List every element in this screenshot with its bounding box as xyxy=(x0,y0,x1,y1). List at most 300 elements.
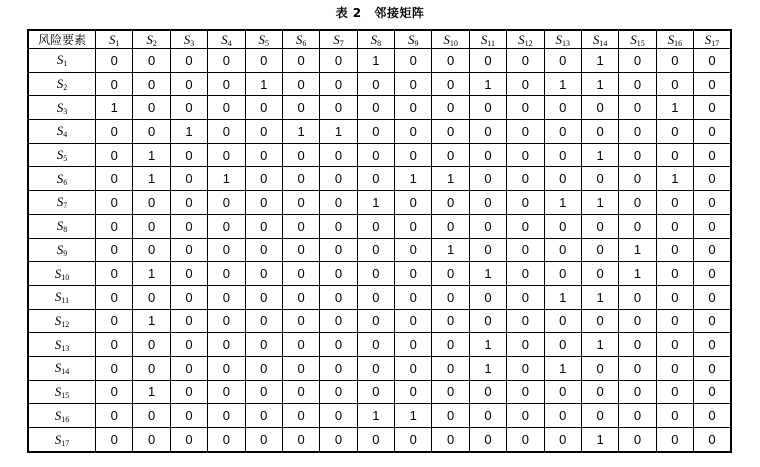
matrix-cell: 0 xyxy=(245,214,282,238)
matrix-cell: 0 xyxy=(581,167,618,191)
matrix-cell: 0 xyxy=(581,120,618,144)
table-row xyxy=(28,428,731,453)
matrix-cell: 0 xyxy=(469,404,506,428)
matrix-cell: 1 xyxy=(357,191,394,215)
matrix-cell: 0 xyxy=(432,380,469,404)
matrix-cell: 0 xyxy=(395,238,432,262)
matrix-cell: 1 xyxy=(170,120,207,144)
column-header-subscript: 17 xyxy=(711,38,720,48)
adjacency-matrix-table xyxy=(27,29,732,453)
matrix-cell: 0 xyxy=(320,262,357,286)
matrix-cell: 1 xyxy=(395,167,432,191)
matrix-cell: 0 xyxy=(245,428,282,453)
matrix-cell: 0 xyxy=(694,262,732,286)
table-row xyxy=(28,404,731,428)
matrix-cell: 0 xyxy=(245,49,282,73)
matrix-cell: 1 xyxy=(581,428,618,453)
matrix-cell: 0 xyxy=(619,72,656,96)
matrix-cell: 0 xyxy=(96,380,133,404)
matrix-cell: 0 xyxy=(507,238,544,262)
row-header-s11 xyxy=(28,285,96,309)
matrix-cell: 0 xyxy=(656,191,693,215)
matrix-cell: 0 xyxy=(208,428,245,453)
column-header-base: S xyxy=(407,31,415,47)
matrix-cell: 1 xyxy=(245,72,282,96)
row-header-base: S xyxy=(54,312,62,328)
matrix-cell: 0 xyxy=(694,404,732,428)
matrix-cell: 0 xyxy=(133,238,170,262)
matrix-cell: 0 xyxy=(619,309,656,333)
matrix-cell: 0 xyxy=(581,214,618,238)
matrix-cell: 0 xyxy=(96,191,133,215)
matrix-cell: 0 xyxy=(208,120,245,144)
matrix-cell: 0 xyxy=(507,333,544,357)
matrix-cell: 0 xyxy=(395,72,432,96)
matrix-cell: 0 xyxy=(432,356,469,380)
matrix-body xyxy=(28,49,731,453)
column-header-subscript: 15 xyxy=(636,38,645,48)
row-header-base: S xyxy=(54,383,62,399)
matrix-cell: 0 xyxy=(581,309,618,333)
row-header-subscript: 2 xyxy=(63,83,68,93)
matrix-cell: 0 xyxy=(432,96,469,120)
matrix-cell: 0 xyxy=(320,191,357,215)
column-header-s7 xyxy=(320,30,357,49)
matrix-cell: 0 xyxy=(507,120,544,144)
column-header-subscript: 9 xyxy=(414,38,419,48)
matrix-cell: 0 xyxy=(694,238,732,262)
table-row xyxy=(28,333,731,357)
matrix-cell: 1 xyxy=(133,309,170,333)
matrix-cell: 0 xyxy=(96,356,133,380)
matrix-cell: 1 xyxy=(581,143,618,167)
matrix-cell: 0 xyxy=(208,49,245,73)
row-header-base: S xyxy=(54,289,62,305)
matrix-cell: 0 xyxy=(245,143,282,167)
matrix-cell: 1 xyxy=(581,191,618,215)
matrix-cell: 0 xyxy=(357,380,394,404)
table-row xyxy=(28,214,731,238)
matrix-cell: 0 xyxy=(245,96,282,120)
matrix-cell: 1 xyxy=(581,333,618,357)
column-header-subscript: 6 xyxy=(302,38,307,48)
matrix-cell: 0 xyxy=(432,120,469,144)
row-header-s4 xyxy=(28,120,96,144)
matrix-cell: 0 xyxy=(469,49,506,73)
matrix-cell: 0 xyxy=(96,333,133,357)
matrix-cell: 0 xyxy=(619,380,656,404)
matrix-cell: 0 xyxy=(507,214,544,238)
matrix-cell: 0 xyxy=(133,404,170,428)
matrix-cell: 0 xyxy=(507,143,544,167)
column-header-base: S xyxy=(480,31,488,47)
row-header-subscript: 9 xyxy=(63,248,68,258)
column-header-base: S xyxy=(592,31,600,47)
table-row xyxy=(28,120,731,144)
row-header-s12 xyxy=(28,309,96,333)
matrix-cell: 0 xyxy=(245,120,282,144)
matrix-cell: 0 xyxy=(282,167,319,191)
matrix-cell: 0 xyxy=(282,404,319,428)
column-header-base: S xyxy=(221,31,228,47)
column-header-subscript: 4 xyxy=(227,38,232,48)
matrix-cell: 0 xyxy=(656,238,693,262)
matrix-cell: 0 xyxy=(507,309,544,333)
matrix-cell: 0 xyxy=(544,309,581,333)
column-header-s5 xyxy=(245,30,282,49)
matrix-cell: 0 xyxy=(320,285,357,309)
matrix-cell: 0 xyxy=(96,167,133,191)
matrix-cell: 0 xyxy=(469,380,506,404)
matrix-cell: 0 xyxy=(619,214,656,238)
matrix-cell: 0 xyxy=(245,404,282,428)
matrix-cell: 0 xyxy=(170,214,207,238)
row-header-subscript: 7 xyxy=(63,201,68,211)
matrix-cell: 1 xyxy=(133,262,170,286)
matrix-cell: 0 xyxy=(395,143,432,167)
matrix-cell: 0 xyxy=(432,285,469,309)
matrix-cell: 0 xyxy=(282,380,319,404)
matrix-cell: 0 xyxy=(96,143,133,167)
matrix-cell: 0 xyxy=(694,49,732,73)
matrix-cell: 0 xyxy=(133,120,170,144)
matrix-cell: 0 xyxy=(694,309,732,333)
row-header-s15 xyxy=(28,380,96,404)
row-header-s2 xyxy=(28,72,96,96)
matrix-cell: 0 xyxy=(133,72,170,96)
matrix-cell: 0 xyxy=(170,96,207,120)
row-header-base: S xyxy=(54,407,62,423)
column-header-s4 xyxy=(208,30,245,49)
matrix-cell: 1 xyxy=(581,49,618,73)
column-header-base: S xyxy=(258,31,265,47)
matrix-cell: 0 xyxy=(544,120,581,144)
matrix-cell: 0 xyxy=(170,309,207,333)
row-header-subscript: 16 xyxy=(61,414,70,424)
matrix-cell: 0 xyxy=(208,191,245,215)
row-header-base: S xyxy=(56,241,64,257)
matrix-cell: 1 xyxy=(544,72,581,96)
column-header-subscript: 11 xyxy=(487,38,496,48)
row-header-s5 xyxy=(28,143,96,167)
matrix-cell: 1 xyxy=(208,167,245,191)
table-row xyxy=(28,238,731,262)
matrix-cell: 0 xyxy=(619,120,656,144)
matrix-cell: 0 xyxy=(357,309,394,333)
matrix-cell: 0 xyxy=(432,191,469,215)
matrix-cell: 1 xyxy=(581,285,618,309)
matrix-cell: 0 xyxy=(245,309,282,333)
matrix-cell: 0 xyxy=(656,404,693,428)
matrix-cell: 0 xyxy=(357,214,394,238)
matrix-cell: 0 xyxy=(357,356,394,380)
matrix-cell: 0 xyxy=(507,285,544,309)
matrix-cell: 1 xyxy=(357,404,394,428)
matrix-cell: 0 xyxy=(694,167,732,191)
matrix-cell: 0 xyxy=(96,49,133,73)
matrix-cell: 0 xyxy=(395,214,432,238)
matrix-cell: 0 xyxy=(694,380,732,404)
matrix-cell: 0 xyxy=(320,380,357,404)
matrix-cell: 0 xyxy=(432,143,469,167)
table-row xyxy=(28,167,731,191)
matrix-cell: 0 xyxy=(357,238,394,262)
matrix-cell: 1 xyxy=(469,333,506,357)
matrix-cell: 0 xyxy=(544,404,581,428)
matrix-cell: 0 xyxy=(320,167,357,191)
matrix-cell: 0 xyxy=(656,309,693,333)
matrix-cell: 1 xyxy=(133,380,170,404)
matrix-cell: 0 xyxy=(282,96,319,120)
matrix-cell: 0 xyxy=(320,428,357,453)
matrix-cell: 0 xyxy=(282,49,319,73)
matrix-cell: 0 xyxy=(619,143,656,167)
matrix-cell: 0 xyxy=(395,191,432,215)
matrix-cell: 0 xyxy=(656,428,693,453)
row-header-base: S xyxy=(56,52,64,68)
column-header-s14 xyxy=(581,30,618,49)
matrix-cell: 0 xyxy=(694,428,732,453)
matrix-cell: 0 xyxy=(469,309,506,333)
matrix-cell: 0 xyxy=(656,380,693,404)
matrix-cell: 0 xyxy=(282,428,319,453)
matrix-cell: 0 xyxy=(619,428,656,453)
row-header-base: S xyxy=(54,336,62,352)
matrix-cell: 0 xyxy=(395,356,432,380)
row-header-base: S xyxy=(56,76,64,92)
column-header-base: S xyxy=(704,31,712,47)
matrix-cell: 1 xyxy=(282,120,319,144)
matrix-cell: 0 xyxy=(208,356,245,380)
column-header-subscript: 10 xyxy=(449,38,458,48)
matrix-cell: 0 xyxy=(507,167,544,191)
matrix-cell: 0 xyxy=(432,309,469,333)
matrix-cell: 0 xyxy=(619,333,656,357)
matrix-cell: 0 xyxy=(469,428,506,453)
matrix-cell: 0 xyxy=(544,214,581,238)
matrix-cell: 0 xyxy=(282,262,319,286)
matrix-cell: 0 xyxy=(581,262,618,286)
matrix-cell: 0 xyxy=(581,404,618,428)
row-header-s16 xyxy=(28,404,96,428)
matrix-cell: 0 xyxy=(170,285,207,309)
matrix-cell: 0 xyxy=(320,49,357,73)
matrix-cell: 0 xyxy=(96,262,133,286)
row-header-subscript: 15 xyxy=(61,390,70,400)
matrix-cell: 0 xyxy=(320,96,357,120)
matrix-cell: 0 xyxy=(208,309,245,333)
matrix-cell: 0 xyxy=(320,404,357,428)
matrix-cell: 1 xyxy=(544,285,581,309)
column-header-base: S xyxy=(667,31,675,47)
column-header-s3 xyxy=(170,30,207,49)
matrix-cell: 0 xyxy=(208,380,245,404)
row-header-base: S xyxy=(56,99,64,115)
matrix-cell: 0 xyxy=(208,238,245,262)
column-header-subscript: 16 xyxy=(674,38,683,48)
matrix-cell: 0 xyxy=(507,404,544,428)
matrix-cell: 0 xyxy=(469,285,506,309)
matrix-cell: 0 xyxy=(96,120,133,144)
matrix-cell: 0 xyxy=(133,214,170,238)
matrix-cell: 0 xyxy=(320,309,357,333)
row-header-s7 xyxy=(28,191,96,215)
matrix-cell: 0 xyxy=(133,96,170,120)
column-header-base: S xyxy=(518,31,525,47)
table-row xyxy=(28,49,731,73)
matrix-cell: 1 xyxy=(432,238,469,262)
matrix-cell: 0 xyxy=(208,285,245,309)
matrix-cell: 0 xyxy=(245,167,282,191)
matrix-cell: 0 xyxy=(357,262,394,286)
row-header-subscript: 11 xyxy=(61,296,70,306)
corner-header: 风险要素 xyxy=(28,30,96,49)
matrix-cell: 0 xyxy=(469,238,506,262)
matrix-cell: 0 xyxy=(694,214,732,238)
matrix-cell: 0 xyxy=(656,262,693,286)
matrix-cell: 0 xyxy=(133,356,170,380)
matrix-cell: 1 xyxy=(133,143,170,167)
matrix-cell: 0 xyxy=(208,404,245,428)
matrix-cell: 0 xyxy=(170,191,207,215)
matrix-cell: 0 xyxy=(432,262,469,286)
matrix-cell: 0 xyxy=(507,49,544,73)
matrix-cell: 0 xyxy=(544,238,581,262)
matrix-cell: 0 xyxy=(694,333,732,357)
matrix-cell: 0 xyxy=(208,333,245,357)
matrix-cell: 0 xyxy=(395,96,432,120)
matrix-cell: 0 xyxy=(96,214,133,238)
row-header-s13 xyxy=(28,333,96,357)
matrix-cell: 0 xyxy=(320,72,357,96)
column-header-s11 xyxy=(469,30,506,49)
matrix-cell: 0 xyxy=(395,428,432,453)
matrix-cell: 0 xyxy=(170,380,207,404)
matrix-cell: 0 xyxy=(656,285,693,309)
matrix-cell: 0 xyxy=(357,72,394,96)
matrix-cell: 0 xyxy=(619,285,656,309)
matrix-cell: 0 xyxy=(432,214,469,238)
row-header-s17 xyxy=(28,428,96,453)
table-title: 邻接矩阵 xyxy=(374,6,425,20)
column-header-subscript: 12 xyxy=(524,38,533,48)
matrix-cell: 0 xyxy=(544,96,581,120)
matrix-cell: 0 xyxy=(581,96,618,120)
matrix-cell: 0 xyxy=(507,380,544,404)
matrix-cell: 0 xyxy=(432,428,469,453)
matrix-cell: 0 xyxy=(282,309,319,333)
matrix-cell: 0 xyxy=(581,356,618,380)
row-header-subscript: 17 xyxy=(61,438,70,448)
column-header-subscript: 8 xyxy=(377,38,382,48)
table-number: 表 2 xyxy=(335,6,362,20)
row-header-subscript: 14 xyxy=(61,367,70,377)
matrix-cell: 0 xyxy=(282,356,319,380)
matrix-cell: 1 xyxy=(320,120,357,144)
matrix-cell: 0 xyxy=(395,380,432,404)
row-header-base: S xyxy=(54,265,62,281)
matrix-cell: 0 xyxy=(619,356,656,380)
column-header-subscript: 3 xyxy=(190,38,195,48)
matrix-cell: 0 xyxy=(432,404,469,428)
matrix-cell: 0 xyxy=(507,96,544,120)
matrix-cell: 0 xyxy=(245,333,282,357)
column-header-s15 xyxy=(619,30,656,49)
table-row xyxy=(28,285,731,309)
matrix-cell: 0 xyxy=(170,428,207,453)
column-header-s9 xyxy=(395,30,432,49)
row-header-s14 xyxy=(28,356,96,380)
matrix-cell: 1 xyxy=(656,167,693,191)
matrix-cell: 0 xyxy=(469,143,506,167)
matrix-cell: 1 xyxy=(544,356,581,380)
column-header-s12 xyxy=(507,30,544,49)
matrix-cell: 0 xyxy=(469,167,506,191)
matrix-cell: 0 xyxy=(320,143,357,167)
matrix-cell: 0 xyxy=(170,49,207,73)
table-row xyxy=(28,262,731,286)
matrix-cell: 0 xyxy=(544,333,581,357)
row-header-subscript: 1 xyxy=(63,59,68,69)
matrix-cell: 0 xyxy=(133,49,170,73)
matrix-cell: 0 xyxy=(656,49,693,73)
matrix-cell: 0 xyxy=(507,72,544,96)
matrix-cell: 0 xyxy=(656,356,693,380)
matrix-cell: 0 xyxy=(619,404,656,428)
column-header-subscript: 14 xyxy=(599,38,608,48)
column-header-s6 xyxy=(282,30,319,49)
matrix-cell: 0 xyxy=(208,143,245,167)
column-header-base: S xyxy=(630,31,637,47)
table-row xyxy=(28,143,731,167)
matrix-cell: 0 xyxy=(133,333,170,357)
matrix-cell: 0 xyxy=(96,72,133,96)
matrix-cell: 0 xyxy=(357,333,394,357)
table-row xyxy=(28,96,731,120)
matrix-cell: 0 xyxy=(357,285,394,309)
row-header-subscript: 10 xyxy=(61,272,70,282)
row-header-s3 xyxy=(28,96,96,120)
column-header-s16 xyxy=(656,30,693,49)
matrix-cell: 0 xyxy=(544,49,581,73)
matrix-cell: 0 xyxy=(320,214,357,238)
column-header-base: S xyxy=(295,31,303,47)
matrix-cell: 0 xyxy=(357,428,394,453)
matrix-cell: 0 xyxy=(170,72,207,96)
column-header-base: S xyxy=(370,31,378,47)
matrix-cell: 0 xyxy=(282,285,319,309)
matrix-cell: 0 xyxy=(544,380,581,404)
matrix-cell: 0 xyxy=(619,167,656,191)
matrix-cell: 0 xyxy=(170,262,207,286)
matrix-cell: 0 xyxy=(170,333,207,357)
matrix-cell: 0 xyxy=(245,356,282,380)
matrix-cell: 0 xyxy=(282,72,319,96)
row-header-base: S xyxy=(56,147,64,163)
row-header-base: S xyxy=(54,360,62,376)
matrix-cell: 1 xyxy=(469,356,506,380)
matrix-cell: 0 xyxy=(170,143,207,167)
matrix-cell: 0 xyxy=(133,428,170,453)
table-caption xyxy=(0,4,760,21)
matrix-cell: 0 xyxy=(170,238,207,262)
matrix-cell: 0 xyxy=(170,167,207,191)
matrix-cell: 0 xyxy=(320,333,357,357)
matrix-cell: 0 xyxy=(694,285,732,309)
column-header-base: S xyxy=(146,31,153,47)
matrix-cell: 0 xyxy=(245,285,282,309)
table-row xyxy=(28,356,731,380)
